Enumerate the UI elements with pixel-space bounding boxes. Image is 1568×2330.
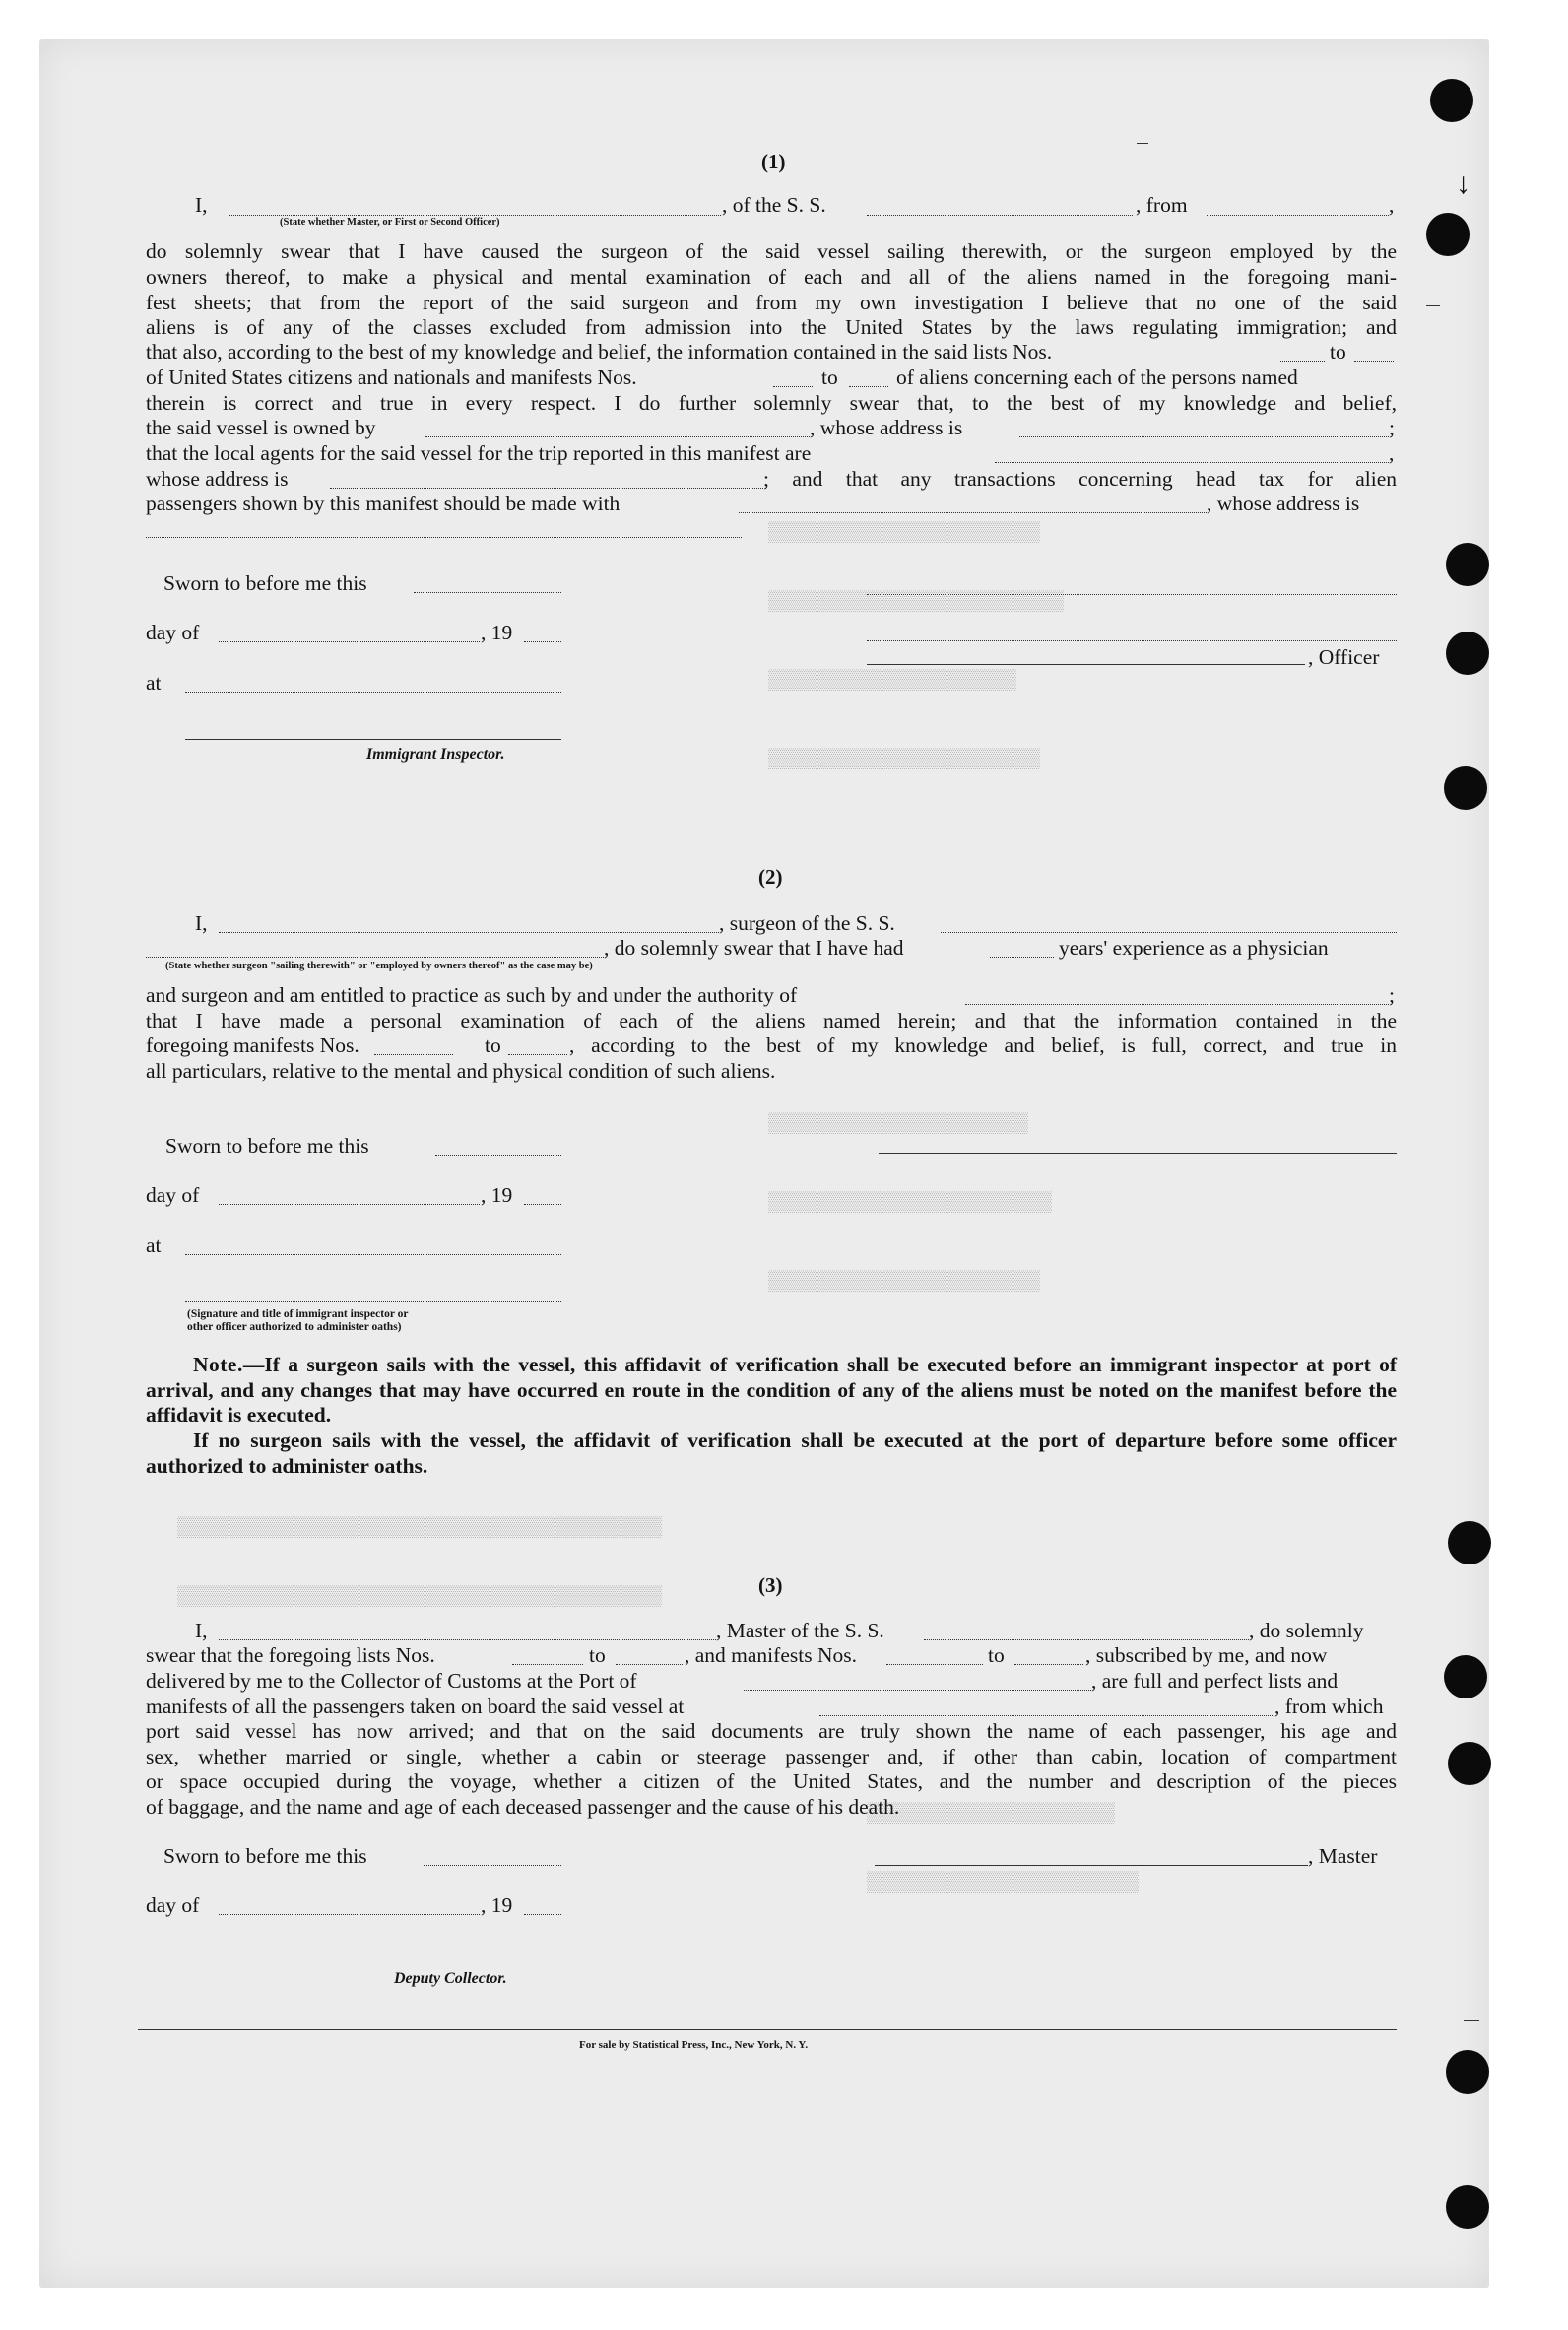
s2-signature-caption-2: other officer authorized to administer oaths) [187, 1321, 402, 1333]
s2-surgeon-caption: (State whether surgeon "sailing therewith" or "employed by owners thereof" as the case may be) [165, 961, 593, 971]
s1-of-ss-label: , of the S. S. [722, 193, 826, 217]
s1-officer-signature-line-1[interactable] [867, 594, 1397, 595]
s2-place-field[interactable] [185, 1254, 561, 1255]
s1-officer-label: , Officer [1308, 645, 1380, 669]
s2-at-label: at [146, 1233, 162, 1257]
note-label: Note. [193, 1353, 243, 1376]
s3-i-label: I, [195, 1619, 208, 1642]
s1-agent-address-field[interactable] [330, 488, 763, 489]
s1-sworn-label: Sworn to before me this [163, 571, 367, 595]
s3-lists-to-field[interactable] [616, 1664, 683, 1665]
punch-hole [1446, 543, 1489, 586]
s1-officer-signature-line-2[interactable] [867, 640, 1397, 641]
s1-body-line-3: fest sheets; that from the report of the said surgeon and from my own investigation I believe that no one of the said [146, 291, 1397, 314]
s1-end-comma: , [1389, 193, 1395, 217]
s3-master-signature-line[interactable] [875, 1865, 1308, 1866]
punch-hole [1430, 79, 1473, 122]
s1-lists-nos-text: that also, according to the best of my knowledge and belief, the information contained in the said lists Nos. [146, 340, 1053, 364]
s1-lists-from-field[interactable] [1280, 361, 1325, 362]
s3-body-line-1: port said vessel has now arrived; and that on the said documents are truly shown the name of each passenger, his age and [146, 1719, 1397, 1743]
s1-from-field[interactable] [1207, 215, 1389, 216]
s1-owned-label: the said vessel is owned by [146, 416, 376, 439]
s3-master-name-field[interactable] [219, 1639, 716, 1640]
s2-authority-semicolon: ; [1389, 983, 1395, 1007]
s2-exam-line: that I have made a personal examination of each of the aliens named herein; and that the information contained in the [146, 1009, 1397, 1032]
s3-body-line-2: sex, whether married or single, whether a cabin or steerage passenger and, if other than cabin, location of compartment [146, 1745, 1397, 1768]
s1-agents-comma: , [1389, 441, 1395, 465]
section-3-number: (3) [758, 1573, 783, 1597]
s3-body-line-3: or space occupied during the voyage, whether a citizen of the United States, and the number and description of the pieces [146, 1769, 1397, 1793]
s3-last-line: of baggage, and the name and age of each deceased passenger and the cause of his death. [146, 1795, 900, 1819]
s2-day-of-label: day of [146, 1183, 200, 1207]
s3-delivered-label: delivered by me to the Collector of Customs at the Port of [146, 1669, 637, 1693]
punch-hole [1446, 2050, 1489, 2094]
s1-owner-address-label: , whose address is [810, 416, 963, 439]
s3-lists-to-label: to [589, 1643, 606, 1667]
s3-port-field[interactable] [744, 1690, 1091, 1691]
s1-year-field[interactable] [524, 641, 561, 642]
s1-head-tax-contact-field[interactable] [739, 512, 1207, 513]
s2-to-label: to [485, 1033, 501, 1057]
s3-subscribed-label: , subscribed by me, and now [1085, 1643, 1328, 1667]
section-1-number: (1) [761, 150, 786, 173]
footer-imprint: For sale by Statistical Press, Inc., New York, N. Y. [579, 2039, 809, 2051]
s2-vessel-field[interactable] [941, 932, 1397, 933]
s1-place-field[interactable] [185, 692, 561, 693]
s2-year-label: , 19 [481, 1183, 513, 1207]
s1-day-of-label: day of [146, 621, 200, 644]
s1-year-label: , 19 [481, 621, 513, 644]
note-paragraph-1 [146, 1353, 1397, 1429]
s1-inspector-caption: Immigrant Inspector. [366, 746, 505, 763]
s1-i-label: I, [195, 193, 208, 217]
s1-agents-field[interactable] [995, 462, 1389, 463]
s1-at-label: at [146, 671, 162, 695]
s2-manifests-from-field[interactable] [374, 1054, 453, 1055]
s1-agents-label: that the local agents for the said vessel for the trip reported in this manifest are [146, 441, 812, 465]
note-text-2: If no surgeon sails with the vessel, the affidavit of verification shall be executed at the port of departure before some officer authorized to administer oaths. [146, 1429, 1397, 1478]
s2-swear-text: , do solemnly swear that I have had [604, 936, 904, 960]
s1-officer-signature-line-3[interactable] [867, 664, 1305, 665]
s3-manifests-label: , and manifests Nos. [685, 1643, 857, 1667]
s1-body-line-4: aliens is of any of the classes excluded from admission into the United States by the laws regulating immigration; and [146, 315, 1397, 339]
s2-particulars-text: all particulars, relative to the mental and physical condition of such aliens. [146, 1059, 776, 1083]
s2-manifests-to-field[interactable] [508, 1054, 567, 1055]
s1-citizens-text-b: of aliens concerning each of the persons named [896, 366, 1298, 389]
edge-dash-mark [1426, 305, 1440, 306]
s3-year-label: , 19 [481, 1894, 513, 1917]
s1-vessel-field[interactable] [867, 215, 1133, 216]
punch-hole [1426, 213, 1470, 256]
s1-body-line-1: do solemnly swear that I have caused the surgeon of the said vessel sailing therewith, or the surgeon employed by the [146, 239, 1397, 263]
s3-collector-caption: Deputy Collector. [394, 1970, 507, 1987]
s3-vessel-field[interactable] [924, 1639, 1249, 1640]
s2-surgeon-of-label: , surgeon of the S. S. [719, 911, 895, 935]
s1-owner-address-field[interactable] [1019, 436, 1389, 437]
punch-hole [1448, 1521, 1491, 1564]
s1-body-line-2: owners thereof, to make a physical and mental examination of each and all of the aliens named in the foregoing mani- [146, 265, 1397, 289]
punch-hole [1448, 1742, 1491, 1785]
s3-manifests-to-field[interactable] [1014, 1664, 1083, 1665]
s2-foregoing-text-a: foregoing manifests Nos. [146, 1033, 359, 1057]
s1-owner-field[interactable] [425, 436, 810, 437]
s3-swear-label: swear that the foregoing lists Nos. [146, 1643, 435, 1667]
s3-solemnly-label: , do solemnly [1249, 1619, 1364, 1642]
s2-surgeon-type-field[interactable] [146, 957, 604, 958]
s3-sworn-label: Sworn to before me this [163, 1844, 367, 1868]
s1-head-tax-text: ; and that any transactions concerning head tax for alien [763, 467, 1397, 491]
s1-citizens-text-a: of United States citizens and nationals and manifests Nos. [146, 366, 637, 389]
s1-month-field[interactable] [219, 641, 480, 642]
s1-officer-caption: (State whether Master, or First or Second Officer) [280, 217, 500, 228]
note-text-1: —If a surgeon sails with the vessel, this affidavit of verification shall be executed before an immigrant inspector at port of arrival, and any changes that may have occurred en route in the condition of any of the aliens must be noted on the manifest before the affidavit is executed. [146, 1353, 1397, 1427]
s1-from-label: , from [1136, 193, 1188, 217]
s3-sworn-date-field[interactable] [424, 1865, 561, 1866]
footer-rule [138, 2029, 1397, 2030]
s2-i-label: I, [195, 911, 208, 935]
s3-master-label: , Master [1308, 1844, 1378, 1868]
s1-sworn-date-field[interactable] [414, 592, 561, 593]
note-paragraph-2 [146, 1429, 1397, 1479]
s2-inspector-signature-line[interactable] [185, 1301, 561, 1302]
s2-authority-field[interactable] [965, 1004, 1389, 1005]
s1-head-tax-address-field[interactable] [146, 537, 742, 538]
s2-years-field[interactable] [990, 957, 1054, 958]
s2-surgeon-name-field[interactable] [219, 932, 719, 933]
s3-perfect-label: , are full and perfect lists and [1091, 1669, 1339, 1693]
s1-manifests-from-field[interactable] [773, 386, 813, 387]
s1-agent-address-label: whose address is [146, 467, 289, 491]
s1-officer-name-field[interactable] [229, 215, 721, 216]
s2-sworn-date-field[interactable] [435, 1155, 561, 1156]
s3-from-which-label: , from which [1274, 1695, 1384, 1718]
punch-hole [1446, 2185, 1489, 2229]
punch-hole [1446, 632, 1489, 675]
punch-hole [1444, 766, 1487, 810]
s2-years-text: years' experience as a physician [1059, 936, 1329, 960]
punch-hole [1444, 1655, 1487, 1698]
s3-manifests-to-label: to [988, 1643, 1005, 1667]
s2-authority-text: and surgeon and am entitled to practice as such by and under the authority of [146, 983, 798, 1007]
s1-owner-semicolon: ; [1389, 416, 1395, 439]
s1-lists-to-field[interactable] [1354, 361, 1394, 362]
header-dash-mark [1137, 143, 1148, 144]
s2-sworn-label: Sworn to before me this [165, 1134, 369, 1158]
s3-year-field[interactable] [524, 1914, 561, 1915]
s2-year-field[interactable] [524, 1204, 561, 1205]
s2-surgeon-signature-line[interactable] [879, 1153, 1397, 1154]
s1-passengers-end: , whose address is [1207, 492, 1360, 515]
s1-inspector-signature-line[interactable] [185, 739, 561, 740]
s1-passengers-text: passengers shown by this manifest should be made with [146, 492, 621, 515]
s3-master-of-label: , Master of the S. S. [716, 1619, 884, 1642]
s3-manifests-all-label: manifests of all the passengers taken on board the said vessel at [146, 1695, 685, 1718]
section-2-number: (2) [758, 865, 783, 889]
s1-lists-to-label: to [1330, 340, 1346, 364]
edge-dash-mark [1464, 2020, 1479, 2021]
s3-month-field[interactable] [219, 1914, 480, 1915]
edge-arrow-mark: ↓ [1456, 167, 1470, 200]
s3-day-of-label: day of [146, 1894, 200, 1917]
s2-signature-caption-1: (Signature and title of immigrant inspector or [187, 1308, 409, 1320]
s3-lists-from-field[interactable] [512, 1664, 583, 1665]
s1-correct-line: therein is correct and true in every respect. I do further solemnly swear that, to the best of my knowledge and belief, [146, 391, 1397, 415]
s1-manifests-to-field[interactable] [849, 386, 888, 387]
s1-manifests-to-label: to [821, 366, 838, 389]
s2-foregoing-text-b: , according to the best of my knowledge and belief, is full, correct, and true in [569, 1033, 1397, 1057]
s3-manifests-from-field[interactable] [886, 1664, 983, 1665]
s2-month-field[interactable] [219, 1204, 480, 1205]
s3-departure-port-field[interactable] [819, 1715, 1274, 1716]
